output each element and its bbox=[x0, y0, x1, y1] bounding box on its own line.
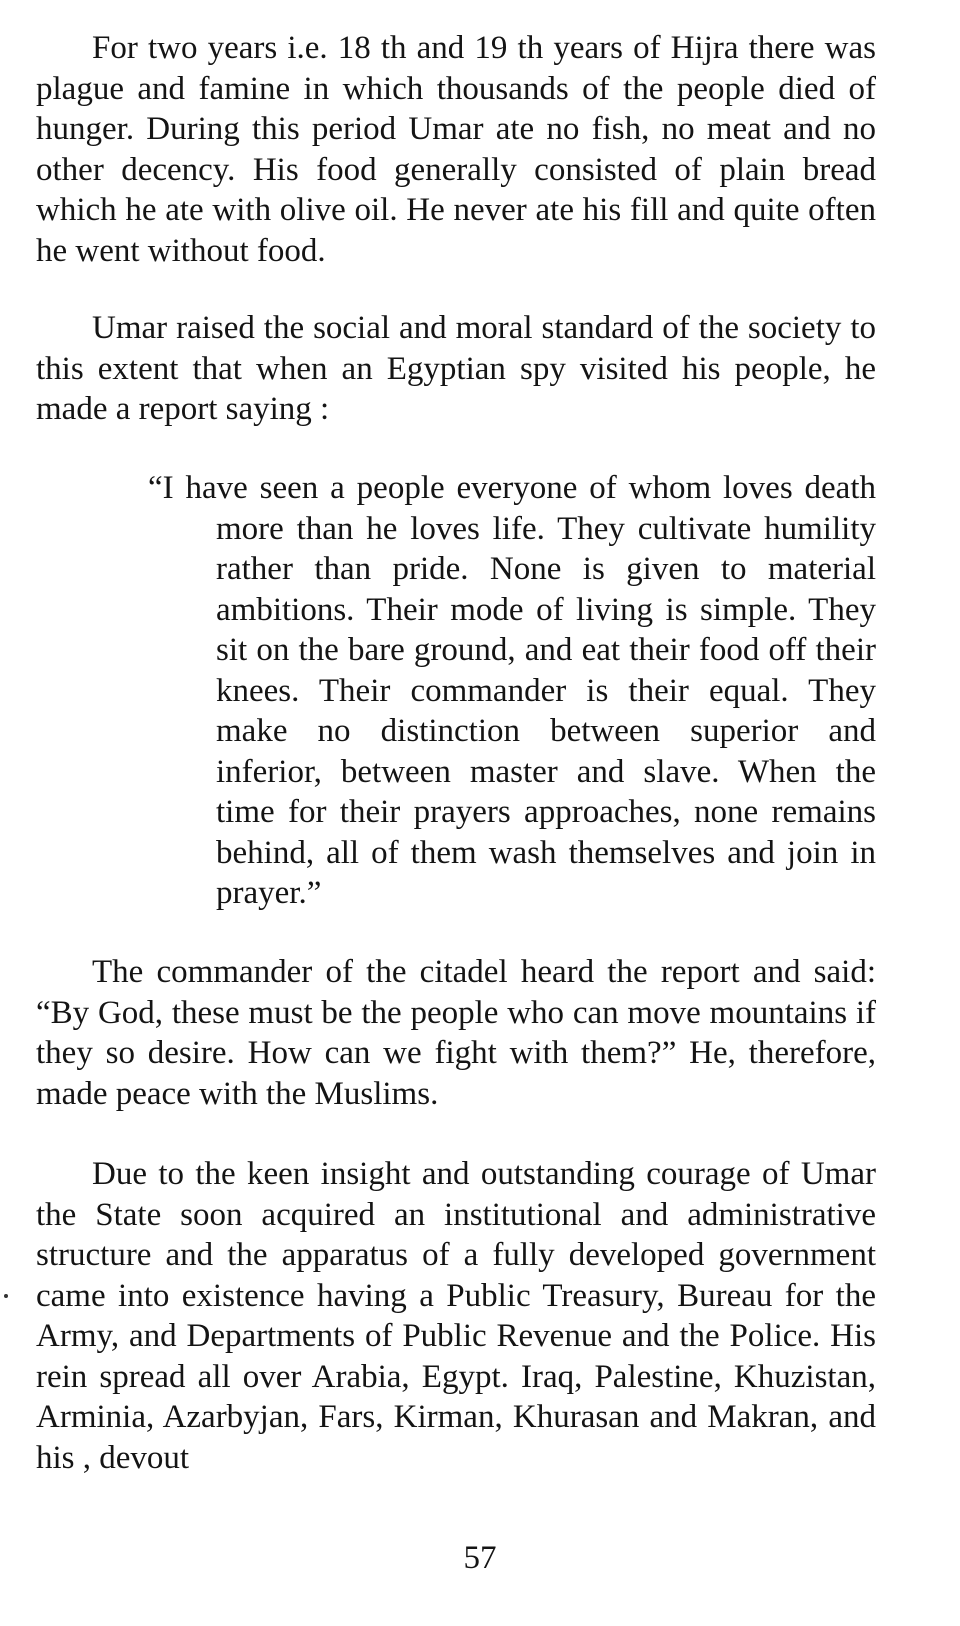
page-number: 57 bbox=[463, 1540, 497, 1576]
spy-report-quote: “I have seen a people everyone of whom loves death more than he loves life. They cultivate humility rather than pride. None is given to material ambitions. Their mode of living is simple. They sit on the bare ground, and eat their food off their knees. Their commander is their equal. They make no distinction between superior and inferior, between master and slave. When the time for their prayers approaches, none remains behind, all of them wash themselves and join in prayer.” bbox=[148, 470, 876, 911]
paragraph-commander-citadel: The commander of the citadel heard the report and said: “By God, these must be the people who can move mountains if they so desire. How can we fight with them?” He, therefore, made peace with the Muslims. bbox=[36, 954, 876, 1112]
paragraph-social-standard: Umar raised the social and moral standard of the society to this extent that when an Egyptian spy visited his people, he made a report saying : bbox=[36, 310, 876, 427]
paragraph-state-structure: Due to the keen insight and outstanding courage of Umar the State soon acquired an institutional and administrative structure and the apparatus of a fully developed government came into existence having a Public Treasury, Bureau for the Army, and Departments of Public Revenue and the Police. His rein spread all over Arabia, Egypt. Iraq, Palestine, Khuzistan, Arminia, Azarbyjan, Fars, Kirman, Khurasan and Makran, and his , devout bbox=[36, 1156, 876, 1476]
paragraph-famine: For two years i.e. 18 th and 19 th years of Hijra there was plague and famine in which thousands of the people died of hunger. During this period Umar ate no fish, no meat and no other decency. His food generally consisted of plain bread which he ate with olive oil. He never ate his fill and quite often he went without food. bbox=[36, 30, 876, 269]
scan-speck bbox=[4, 1294, 8, 1298]
